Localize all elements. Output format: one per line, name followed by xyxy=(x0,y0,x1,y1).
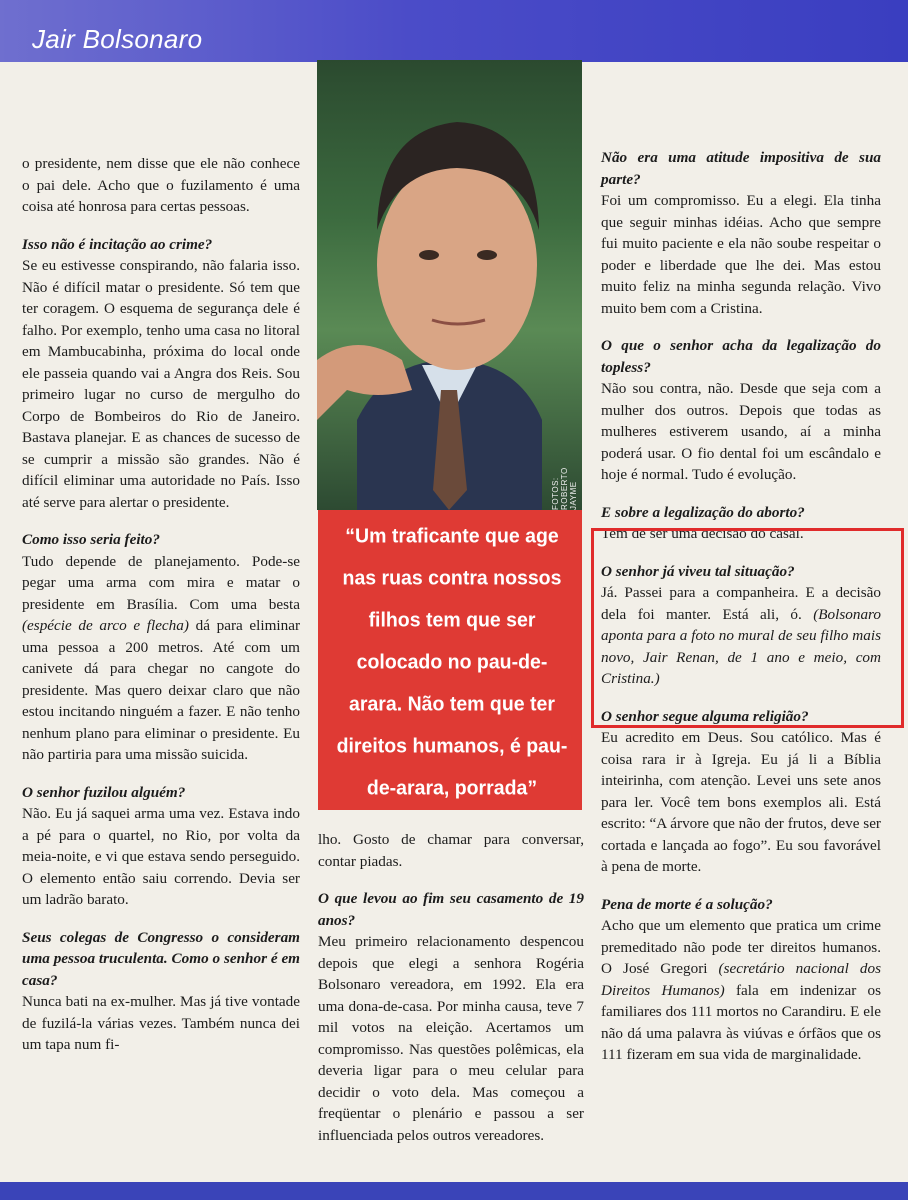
paragraph: lho. Gosto de chamar para conversar, contar piadas. xyxy=(318,831,584,870)
answer xyxy=(601,915,881,1066)
answer: Nunca bati na ex-mulher. Mas já tive vontade de fuzilá-la várias vezes. Também nunca dei um tapa num fi- xyxy=(22,993,300,1053)
question: Seus colegas de Congresso o consideram uma pessoa truculenta. Como o senhor é em casa? xyxy=(22,928,300,989)
italic-note: (secretário nacional dos Direitos Humanos) xyxy=(601,960,881,999)
answer: Se eu estivesse conspirando, não falaria isso. Não é difícil matar o presidente. Só tem que ter coragem. O esquema de segurança dele é falho. Por exemplo, tenho uma casa no litoral em Mambucabinha, próxima do local onde ele passeia quando vai a Angra dos Reis. Sou primeiro lugar no curso de mergulho do Corpo de Bombeiros do Rio de Janeiro. Bastava planejar. E as chances de sucesso de se cumprir a missão são grandes. Não é difícil eliminar uma autoridade no País. Isso até serve para alertar o presidente. xyxy=(22,257,300,511)
question: O que o senhor acha da legalização do topless? xyxy=(601,337,881,376)
question: O que levou ao fim seu casamento de 19 anos? xyxy=(318,890,584,929)
answer: Não. Eu já saquei arma uma vez. Estava indo a pé para o quartel, no Rio, por volta da meia-noite, e vi que estava sendo perseguido. O elemento então saiu correndo. Devia ser um ladrão barato. xyxy=(22,805,300,908)
portrait-illustration xyxy=(317,60,582,510)
pull-quote-box xyxy=(318,510,582,810)
answer-text: fala em indenizar os familiares dos 111 mortos no Carandiru. E ele não dá uma palavra às viúvas e órfãos que os 111 fizeram em sua vida de marginalidade. xyxy=(601,981,881,1063)
question: Como isso seria feito? xyxy=(22,531,160,548)
section-title: Jair Bolsonaro xyxy=(32,24,203,54)
answer: Tem de ser uma decisão do casal. xyxy=(601,525,804,542)
paragraph: o presidente, nem disse que ele não conhece o pai dele. Acho que o fuzilamento é uma coisa até honrosa para certas pessoas. xyxy=(22,155,300,215)
answer: Meu primeiro relacionamento despencou depois que elegi a senhora Rogéria Bolsonaro vereadora, em 1992. Ela era uma dona-de-casa. Por minha causa, teve 7 mil votos na eleição. Acertamos um compromisso. Nas questões polêmicas, ela deveria ligar para o meu celular para decidir o voto dela. Mas começou a freqüentar o plenário e passou a ser influenciada pelos outros vereadores. xyxy=(318,933,584,1144)
answer: Não sou contra, não. Desde que seja com a mulher dos outros. Depois que todas as mulheres estiverem usando, aí a minha poderá usar. O fio dental foi um escândalo e hoje é normal. Tudo é evolução. xyxy=(601,380,881,483)
answer-text: Tudo depende de planejamento. Pode-se pegar uma arma com mira e matar o presidente em Brasília. Com uma besta xyxy=(22,552,300,613)
portrait-photo xyxy=(317,60,582,510)
answer xyxy=(22,551,300,766)
bottom-bar xyxy=(0,1182,908,1200)
answer: Foi um compromisso. Eu a elegi. Ela tinha que seguir minhas idéias. Acho que sempre fui muito paciente e ela não soube respeitar o poder e liberdade que lhe dei. Mas estou muito feliz na minha segunda relação. Vivo muito bem com a Cristina. xyxy=(601,192,881,317)
question: E sobre a legalização do aborto? xyxy=(601,503,805,521)
header-bar xyxy=(0,0,908,62)
question: Não era uma atitude impositiva de sua parte? xyxy=(601,149,881,188)
answer-text: Acho que um elemento que pratica um crime premeditado não pode ter direitos humanos. O José Gregori xyxy=(601,917,881,977)
question: Isso não é incitação ao crime? xyxy=(22,235,213,253)
photo-credit: FOTOS: ROBERTO JAYME xyxy=(551,467,578,510)
pull-quote: “Um traficante que age nas ruas contra nossos filhos tem que ser colocado no pau-de-arara. Não tem que ter direitos humanos, é pau-de-arara, porrada” xyxy=(336,524,568,800)
question: O senhor fuzilou alguém? xyxy=(22,783,186,801)
question: O senhor já viveu tal situação? xyxy=(601,562,795,580)
column-2 xyxy=(318,829,584,1146)
italic-note: (espécie de arco e flecha) xyxy=(22,617,189,634)
italic-note: (Bolsonaro aponta para a foto no mural de seu filho mais novo, Jair Renan, de 1 ano e meio, com Cristina.) xyxy=(601,605,881,687)
question: Pena de morte é a solução? xyxy=(601,895,773,913)
answer-text: dá para eliminar uma pessoa a 200 metros. Até com um canivete dá para chegar no cangote do presidente. Mas quero deixar claro que não estou incitando ninguém a fazer. E não tenho nenhum plano para eliminar o presidente. Eu não partiria para uma missão suicida. xyxy=(22,617,301,763)
answer: Eu acredito em Deus. Sou católico. Mas é coisa rara ir à Igreja. Eu já li a Bíblia inteirinha, com atenção. Levei uns sete anos para ler. Você tem bons exemplos ali. Está escrito: “A árvore que não der frutos, deve ser cortada e lançada ao fogo”. Eu sou favorável à pena de morte. xyxy=(601,729,881,875)
highlight-box xyxy=(591,528,904,728)
answer-text: Já. Passei para a companheira. E a decisão dela foi manter. Está ali, ó. xyxy=(601,584,881,623)
question: O senhor segue alguma religião? xyxy=(601,707,809,725)
column-1 xyxy=(22,153,300,1056)
